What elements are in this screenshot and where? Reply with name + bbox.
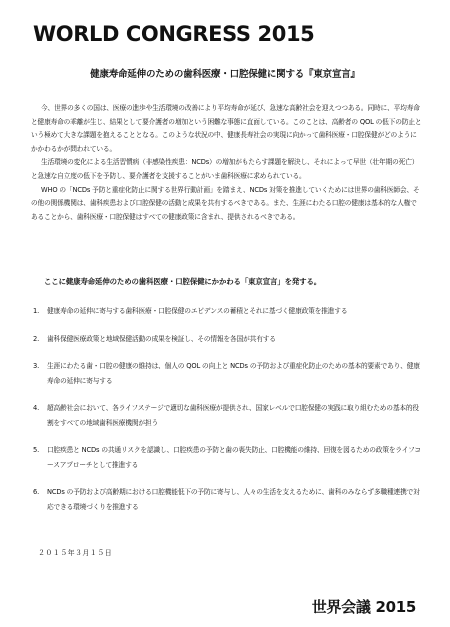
declaration-items [33,304,425,527]
item-number: 5. [33,446,40,454]
declaration-lead: ここに健康寿命延伸のための歯科医療・口腔保健にかかわる「東京宣言」を発する。 [44,277,322,286]
item-text: 健康寿命の延伸に寄与する歯科医療・口腔保健のエビデンスの蓄積とそれに基づく健康政策を推進する [47,307,348,315]
preamble [31,102,423,224]
declaration-item [33,401,425,430]
preamble-paragraph: 今、世界の多くの国は、医療の進歩や生活環境の改善により平均寿命が延び、急速な高齢社会を迎えつつある。同時に、平均寿命と健康寿命の乖離が生じ、結果として要介護者の増加という困難な事態に直面している。このことは、高齢者の QOL の低下の防止という極めて大きな課題を抱えることとなる。このような状況の中、健康長寿社会の実現に向かって歯科医療・口腔保健がどのようにかかわるかが問われている。 [31,104,422,153]
item-number: 2. [33,334,40,343]
preamble-paragraph: WHO の「NCDs 予防と重症化防止に関する世界行動計画」を踏まえ、NCDs 対策を推進していくためには世界の歯科医師会、その他の関係機関は、歯科疾患および口腔保健の活動と成果を共有するべきである。また、生涯にわたる口腔の健康は基本的な人権であることから、歯科医療・口腔保健はすべての健康政策に含まれ、提供されるべきである。 [31,185,420,221]
item-text: 超高齢社会において、各ライフステージで適切な歯科医療が提供され、国家レベルで口腔保健の実践に取り組むための基本的役割をすべての地域歯科医療機関が担う [47,404,419,427]
declaration-item [33,443,425,472]
item-text: 口腔疾患と NCDs の共通リスクを認識し、口腔疾患の予防と歯の喪失防止、口腔機能の維持、回復を図るための政策をライフコースアプローチとして推進する [47,446,421,469]
declaration-item [33,332,425,347]
preamble-paragraph: 生活環境の変化による生活習慣病（非感染性疾患：NCDs）の増加がもたらす課題を解決し、それによって早世（壮年期の死亡）と急速な自立度の低下を予防し、要介護者を支援することがいま歯科医療に求められている。 [31,158,419,180]
declaration-date: ２０１５年３月１５日 [38,549,112,557]
item-text: 歯科保健医療政策と地域保健活動の成果を検証し、その情報を各国が共有する [47,334,276,343]
declaration-item [33,359,425,388]
declaration-item [33,485,425,514]
event-title: WORLD CONGRESS 2015 [33,22,315,46]
item-number: 6. [33,488,40,496]
declaration-item [33,304,425,319]
item-number: 4. [33,404,40,412]
item-text: 生涯にわたる歯・口腔の健康の維持は、個人の QOL の向上と NCDs の予防および重症化防止のための基本的要素であり、健康寿命の延伸に寄与する [47,362,420,385]
item-number: 3. [33,362,40,370]
document-title: 健康寿命延伸のための歯科医療・口腔保健に関する『東京宣言』 [90,69,360,80]
item-number: 1. [33,307,40,315]
footer-brand: 世界会議 2015 [311,598,416,616]
item-text: NCDs の予防および高齢期における口腔機能低下の予防に寄与し、人々の生活を支えるために、歯科のみならず多職種連携で対応できる環境づくりを推進する [47,488,420,511]
